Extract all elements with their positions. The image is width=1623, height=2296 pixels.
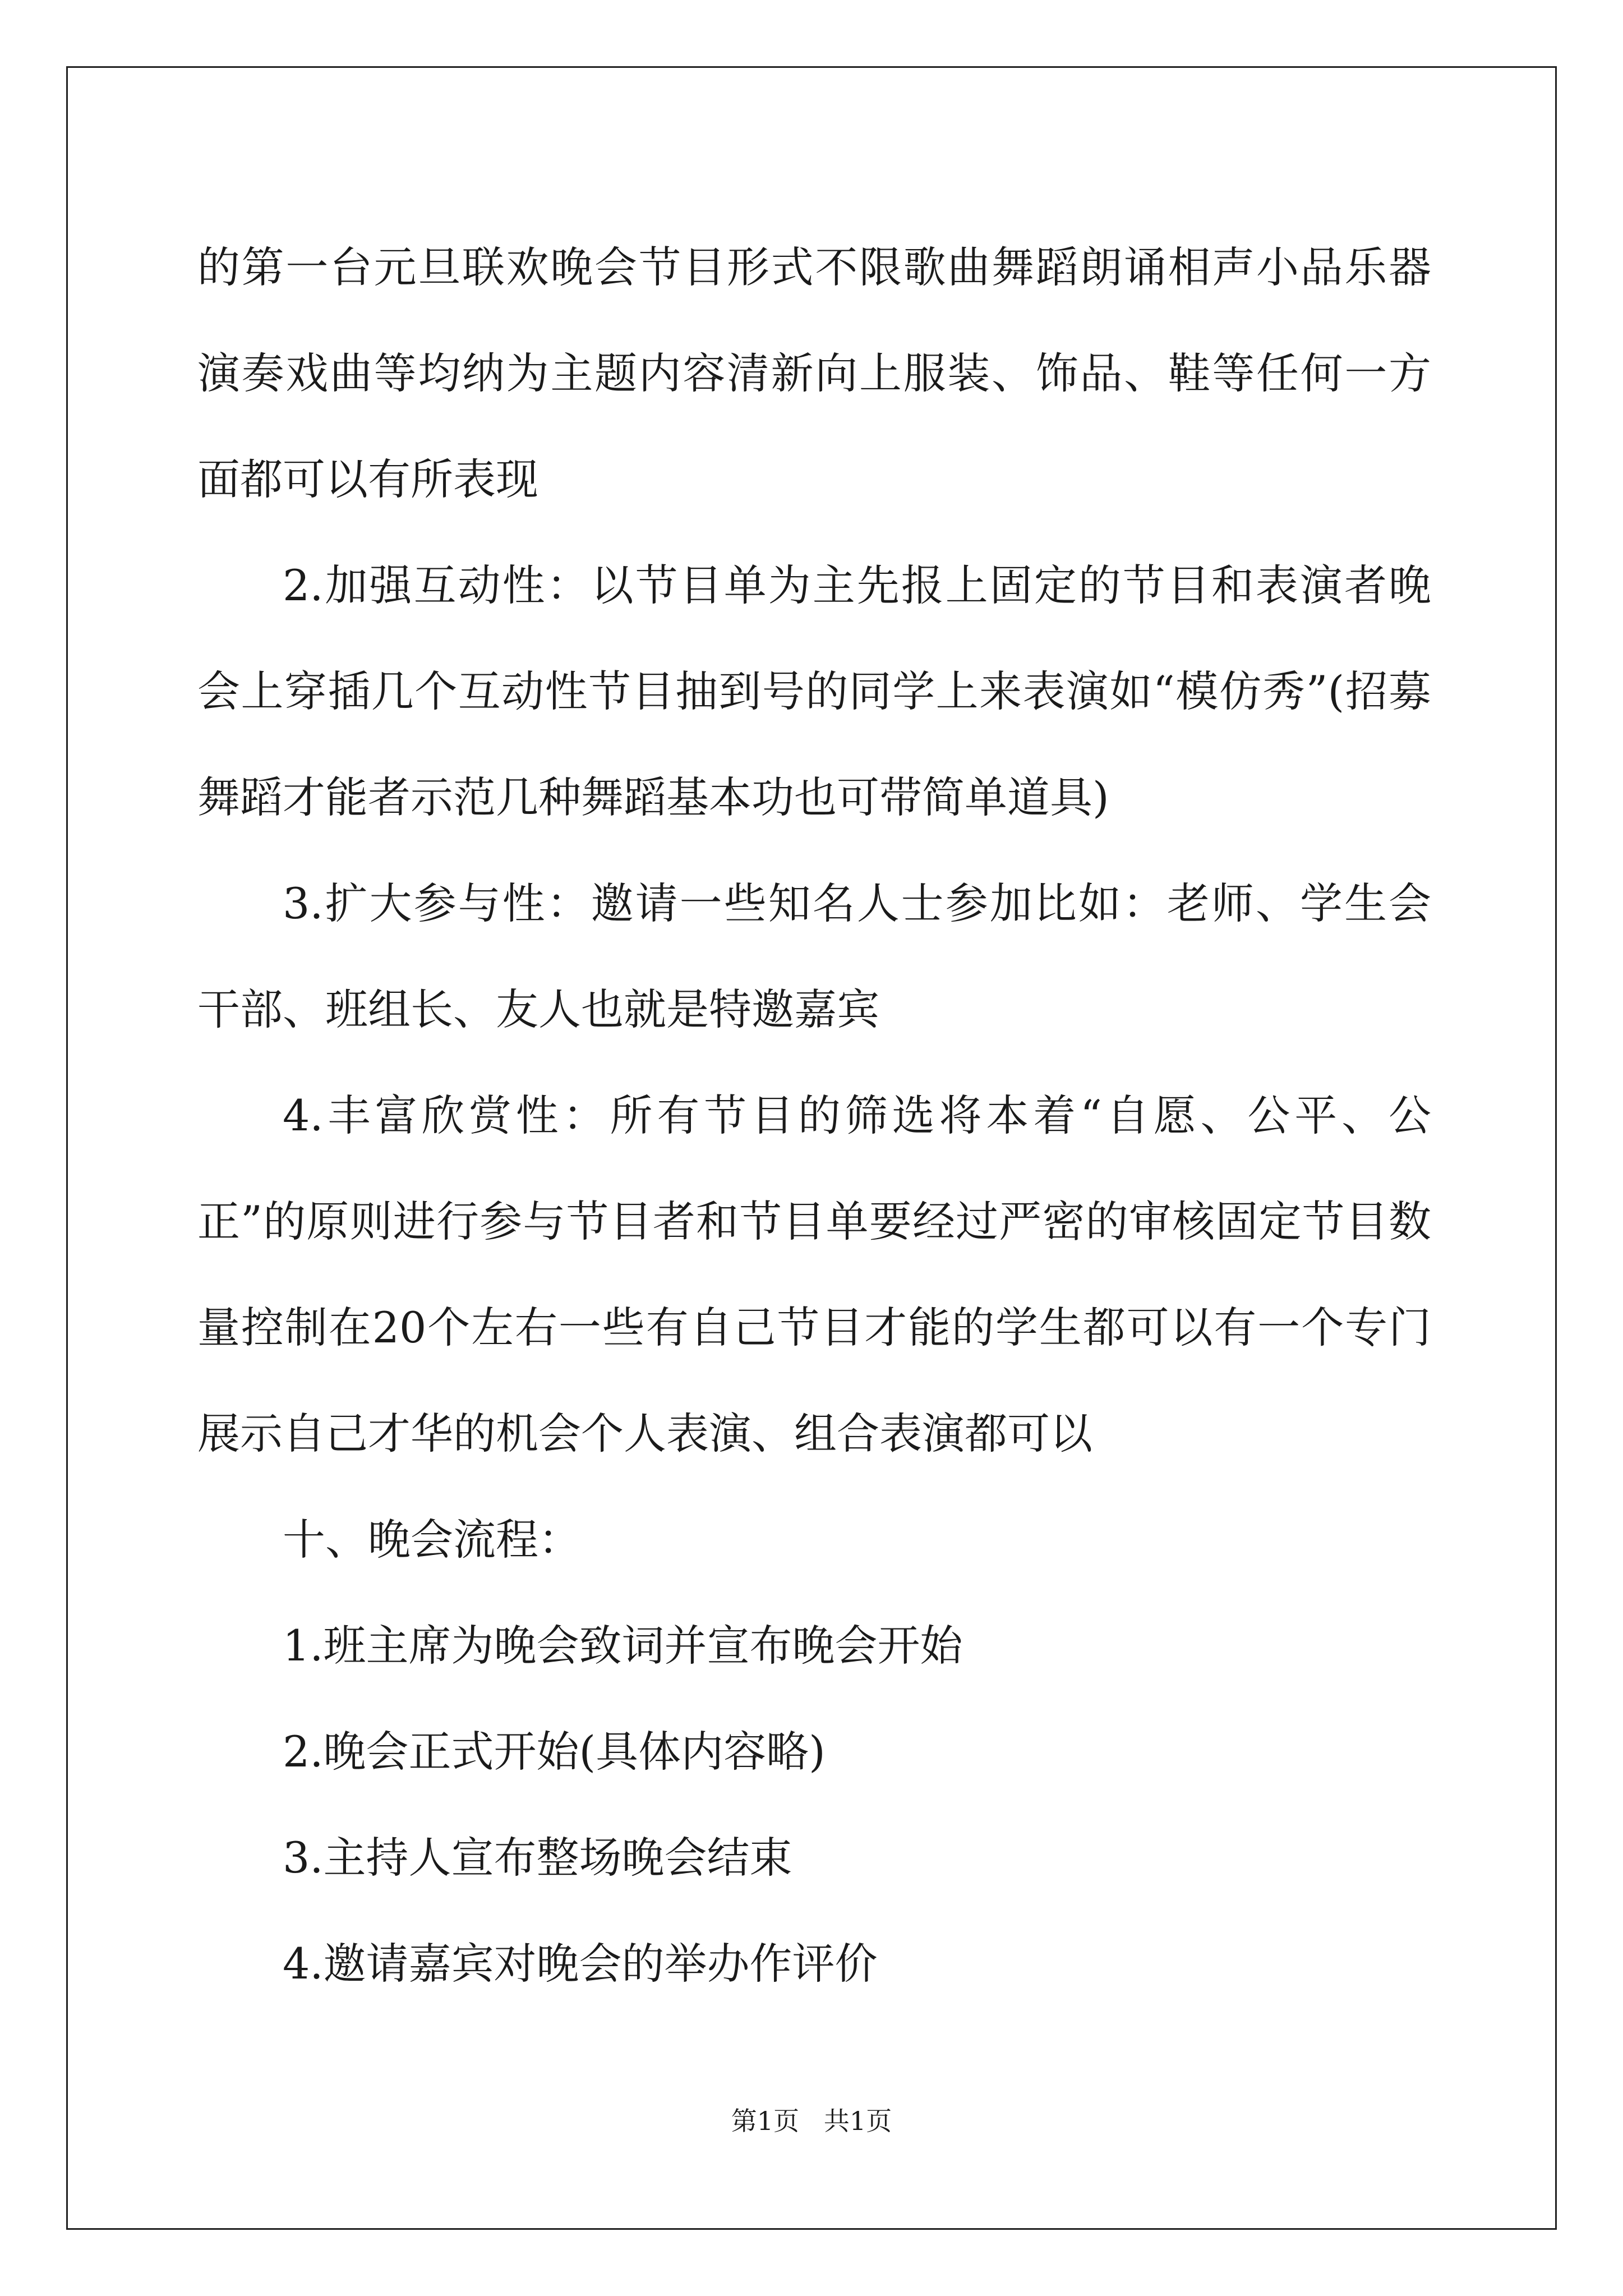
section-heading-flow: 十、晚会流程：: [283, 1515, 581, 1565]
flow-step-2: 2.晚会正式开始(具体内容略): [283, 1727, 826, 1777]
paragraph-interaction: 2.加强互动性：以节目单为主先报上固定的节目和表演者晚会上穿插几个互动性节目抽到号的同学上来表演如“模仿秀”(招募舞蹈才能者示范几种舞蹈基本功也可带简单道具): [197, 560, 1431, 822]
flow-step-4: 4.邀请嘉宾对晚会的举办作评价: [283, 1939, 878, 1989]
paragraph-intro: 的第一台元旦联欢晚会节目形式不限歌曲舞蹈朗诵相声小品乐器演奏戏曲等均纳为主题内容清新向上服装、饰品、鞋等任何一方面都可以有所表现: [197, 242, 1431, 504]
flow-step-3: 3.主持人宣布整场晚会结束: [283, 1833, 792, 1883]
document-body: [197, 214, 1431, 2017]
page-footer: 第1页 共1页: [731, 2106, 892, 2136]
paragraph-participation: 3.扩大参与性：邀请一些知名人士参加比如：老师、学生会干部、班组长、友人也就是特邀嘉宾: [197, 878, 1431, 1034]
paragraph-appreciation: 4.丰富欣赏性：所有节目的筛选将本着“自愿、公平、公正”的原则进行参与节目者和节目单要经过严密的审核固定节目数量控制在20个左右一些有自己节目才能的学生都可以有一个专门展示自己才华的机会个人表演、组合表演都可以: [197, 1091, 1431, 1458]
flow-step-1: 1.班主席为晚会致词并宣布晚会开始: [283, 1621, 963, 1671]
